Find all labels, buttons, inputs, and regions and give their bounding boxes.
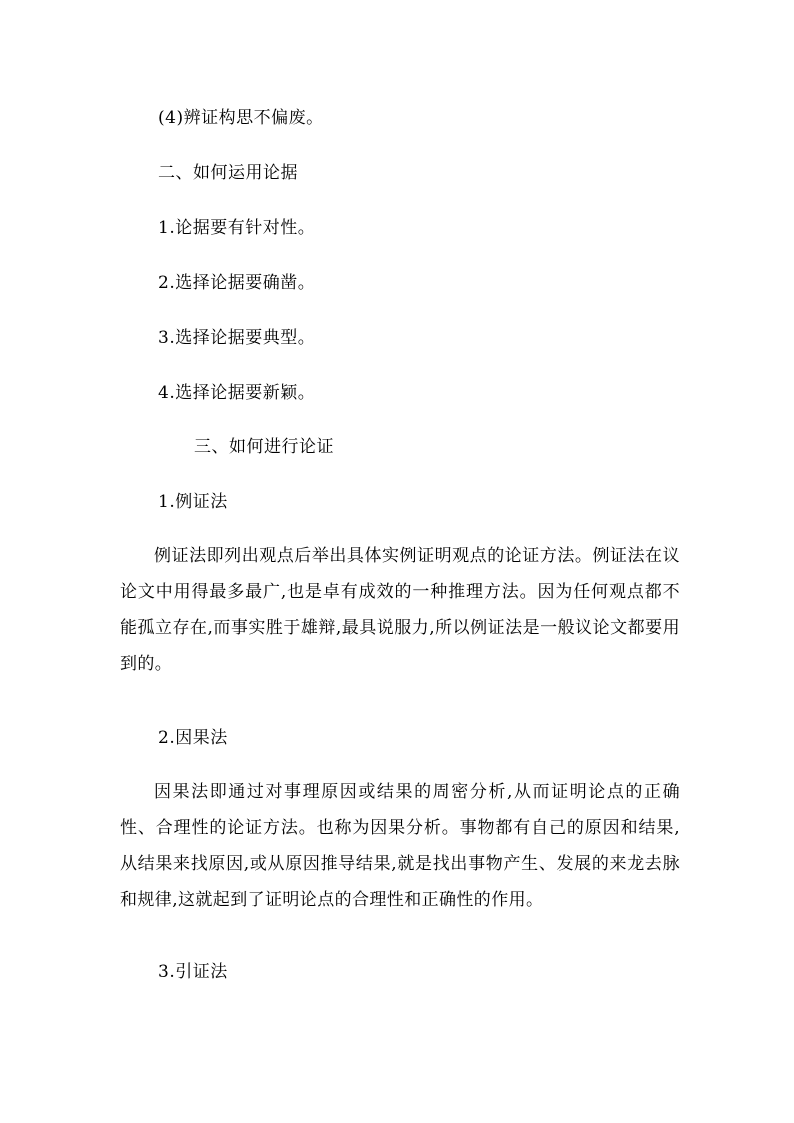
method-paragraph: 因果法即通过对事理原因或结果的周密分析,从而证明论点的正确性、合理性的论证方法。也称为因果分析。事物都有自己的原因和结果,从结果来找原因,或从原因推导结果,就是找出事物产生、发展的来龙去脉和规律,这就起到了证明论点的合理性和正确性的作用。	[120, 782, 680, 910]
method-title: 3.引证法	[158, 962, 228, 982]
evidence-list-item: 3.选择论据要典型。	[158, 328, 316, 348]
evidence-list-item: 1.论据要有针对性。	[158, 218, 316, 238]
list-item-argument-4: (4)辨证构思不偏废。	[158, 108, 324, 128]
evidence-list-item: 4.选择论据要新颖。	[158, 383, 316, 403]
section-heading-argumentation: 三、如何进行论证	[194, 437, 334, 457]
section-heading-evidence: 二、如何运用论据	[158, 163, 298, 183]
evidence-list-item: 2.选择论据要确凿。	[158, 273, 316, 293]
method-paragraph: 例证法即列出观点后举出具体实例证明观点的论证方法。例证法在议论文中用得最多最广,也是卓有成效的一种推理方法。因为任何观点都不能孤立存在,而事实胜于雄辩,最具说服力,所以例证法是一般议论文都要用到的。	[120, 546, 680, 674]
method-title: 1.例证法	[158, 492, 228, 512]
method-title: 2.因果法	[158, 728, 228, 748]
